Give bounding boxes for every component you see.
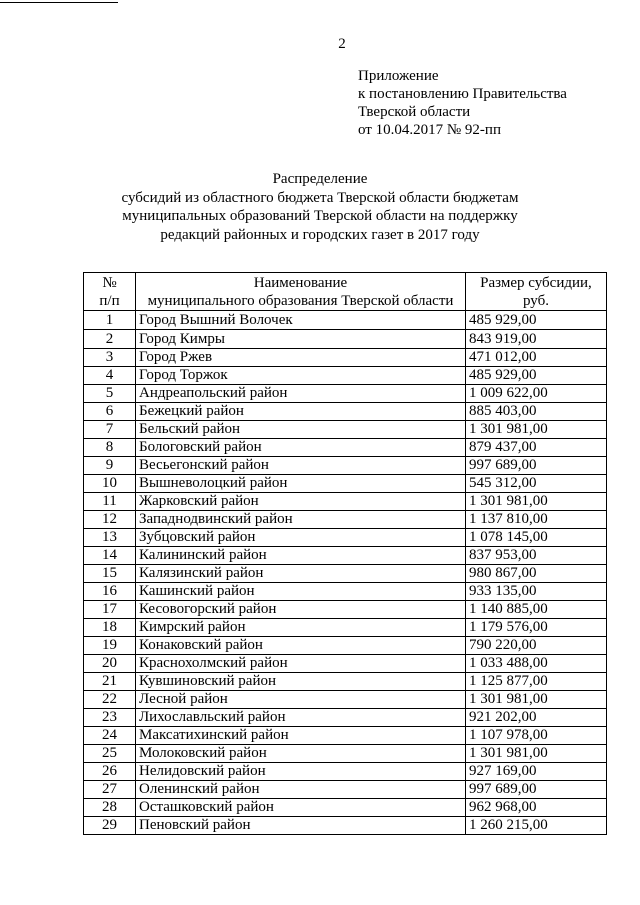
appendix-line-1: Приложение (358, 68, 439, 84)
row-number: 12 (84, 511, 136, 529)
municipality-name: Бежецкий район (136, 403, 466, 421)
row-number: 1 (84, 311, 136, 330)
municipality-name: Вышневолоцкий район (136, 475, 466, 493)
subsidy-amount: 1 301 981,00 (466, 745, 607, 763)
row-number: 8 (84, 439, 136, 457)
table-row (84, 673, 607, 691)
subsidy-amount: 980 867,00 (466, 565, 607, 583)
row-number: 15 (84, 565, 136, 583)
municipality-name: Жарковский район (136, 493, 466, 511)
municipality-name: Западнодвинский район (136, 511, 466, 529)
municipality-name: Кувшиновский район (136, 673, 466, 691)
table-row (84, 817, 607, 835)
table-row (84, 475, 607, 493)
subsidy-amount: 1 301 981,00 (466, 493, 607, 511)
municipality-name: Кашинский район (136, 583, 466, 601)
row-number: 9 (84, 457, 136, 475)
municipality-name: Молоковский район (136, 745, 466, 763)
municipality-name: Бельский район (136, 421, 466, 439)
municipality-name: Лесной район (136, 691, 466, 709)
table-row (84, 709, 607, 727)
row-number: 17 (84, 601, 136, 619)
header-number-line-2: п/п (99, 292, 120, 309)
municipality-name: Конаковский район (136, 637, 466, 655)
subsidy-amount: 1 009 622,00 (466, 385, 607, 403)
subsidy-amount: 837 953,00 (466, 547, 607, 565)
row-number: 10 (84, 475, 136, 493)
municipality-name: Оленинский район (136, 781, 466, 799)
table-row (84, 547, 607, 565)
municipality-name: Осташковский район (136, 799, 466, 817)
subsidy-amount: 1 125 877,00 (466, 673, 607, 691)
municipality-name: Калязинский район (136, 565, 466, 583)
table-row (84, 457, 607, 475)
municipality-name: Калининский район (136, 547, 466, 565)
top-rule (0, 2, 118, 3)
row-number: 25 (84, 745, 136, 763)
header-sum (466, 273, 607, 311)
row-number: 28 (84, 799, 136, 817)
table-row (84, 565, 607, 583)
row-number: 27 (84, 781, 136, 799)
table-row (84, 493, 607, 511)
page-number: 2 (338, 36, 346, 52)
municipality-name: Весьегонский район (136, 457, 466, 475)
table-row (84, 403, 607, 421)
municipality-name: Максатихинский район (136, 727, 466, 745)
table-row (84, 385, 607, 403)
row-number: 11 (84, 493, 136, 511)
table-row (84, 601, 607, 619)
row-number: 29 (84, 817, 136, 835)
municipality-name: Кесовогорский район (136, 601, 466, 619)
table-row (84, 691, 607, 709)
row-number: 6 (84, 403, 136, 421)
subsidy-table (83, 272, 607, 835)
table-row (84, 367, 607, 385)
appendix-block (358, 67, 567, 139)
subsidy-amount: 790 220,00 (466, 637, 607, 655)
subsidy-amount: 879 437,00 (466, 439, 607, 457)
row-number: 13 (84, 529, 136, 547)
subsidy-amount: 545 312,00 (466, 475, 607, 493)
row-number: 14 (84, 547, 136, 565)
row-number: 18 (84, 619, 136, 637)
municipality-name: Город Вышний Волочек (136, 311, 466, 330)
document-title (0, 170, 640, 244)
appendix-line-3: Тверской области (358, 104, 471, 120)
municipality-name: Пеновский район (136, 817, 466, 835)
subsidy-amount: 1 301 981,00 (466, 421, 607, 439)
header-number-line-1: № (102, 274, 117, 291)
subsidy-amount: 997 689,00 (466, 457, 607, 475)
row-number: 24 (84, 727, 136, 745)
municipality-name: Нелидовский район (136, 763, 466, 781)
municipality-name: Лихославльский район (136, 709, 466, 727)
table-row (84, 349, 607, 367)
table-row (84, 511, 607, 529)
table-row (84, 619, 607, 637)
row-number: 5 (84, 385, 136, 403)
subsidy-amount: 997 689,00 (466, 781, 607, 799)
table-row (84, 439, 607, 457)
row-number: 3 (84, 349, 136, 367)
header-number (84, 273, 136, 311)
table-row (84, 727, 607, 745)
row-number: 16 (84, 583, 136, 601)
row-number: 21 (84, 673, 136, 691)
title-line-1: Распределение (272, 171, 368, 187)
row-number: 26 (84, 763, 136, 781)
row-number: 7 (84, 421, 136, 439)
appendix-line-4: от 10.04.2017 № 92-пп (358, 122, 501, 138)
subsidy-amount: 962 968,00 (466, 799, 607, 817)
table-row (84, 763, 607, 781)
municipality-name: Андреапольский район (136, 385, 466, 403)
municipality-name: Город Торжок (136, 367, 466, 385)
table-row (84, 781, 607, 799)
header-sum-line-2: руб. (523, 292, 549, 309)
subsidy-amount: 1 301 981,00 (466, 691, 607, 709)
title-line-4: редакций районных и городских газет в 2017 году (160, 226, 480, 243)
subsidy-amount: 843 919,00 (466, 330, 607, 349)
row-number: 22 (84, 691, 136, 709)
subsidy-amount: 1 140 885,00 (466, 601, 607, 619)
subsidy-amount: 885 403,00 (466, 403, 607, 421)
subsidy-amount: 1 137 810,00 (466, 511, 607, 529)
municipality-name: Город Ржев (136, 349, 466, 367)
municipality-name: Зубцовский район (136, 529, 466, 547)
subsidy-amount: 1 107 978,00 (466, 727, 607, 745)
row-number: 4 (84, 367, 136, 385)
municipality-name: Кимрский район (136, 619, 466, 637)
row-number: 20 (84, 655, 136, 673)
table-row (84, 330, 607, 349)
row-number: 23 (84, 709, 136, 727)
appendix-line-2: к постановлению Правительства (358, 86, 567, 102)
title-line-3: муниципальных образований Тверской области на поддержку (122, 208, 518, 224)
municipality-name: Краснохолмский район (136, 655, 466, 673)
table-row (84, 529, 607, 547)
subsidy-amount: 471 012,00 (466, 349, 607, 367)
table-body (84, 311, 607, 835)
subsidy-amount: 1 260 215,00 (466, 817, 607, 835)
subsidy-amount: 933 135,00 (466, 583, 607, 601)
header-sum-line-1: Размер субсидии, (480, 274, 592, 291)
table-row (84, 745, 607, 763)
subsidy-amount: 1 078 145,00 (466, 529, 607, 547)
table-header-row (84, 273, 607, 311)
municipality-name: Город Кимры (136, 330, 466, 349)
subsidy-amount: 921 202,00 (466, 709, 607, 727)
table-row (84, 583, 607, 601)
table-row (84, 311, 607, 330)
row-number: 19 (84, 637, 136, 655)
subsidy-amount: 927 169,00 (466, 763, 607, 781)
subsidy-amount: 1 179 576,00 (466, 619, 607, 637)
header-name (136, 273, 466, 311)
subsidy-amount: 485 929,00 (466, 367, 607, 385)
table-row (84, 637, 607, 655)
subsidy-amount: 1 033 488,00 (466, 655, 607, 673)
table-row (84, 799, 607, 817)
header-name-line-1: Наименование (253, 274, 348, 291)
header-name-line-2: муниципального образования Тверской области (147, 292, 454, 309)
table-row (84, 655, 607, 673)
subsidy-amount: 485 929,00 (466, 311, 607, 330)
table-row (84, 421, 607, 439)
title-line-2: субсидий из областного бюджета Тверской области бюджетам (121, 189, 519, 206)
municipality-name: Бологовский район (136, 439, 466, 457)
row-number: 2 (84, 330, 136, 349)
